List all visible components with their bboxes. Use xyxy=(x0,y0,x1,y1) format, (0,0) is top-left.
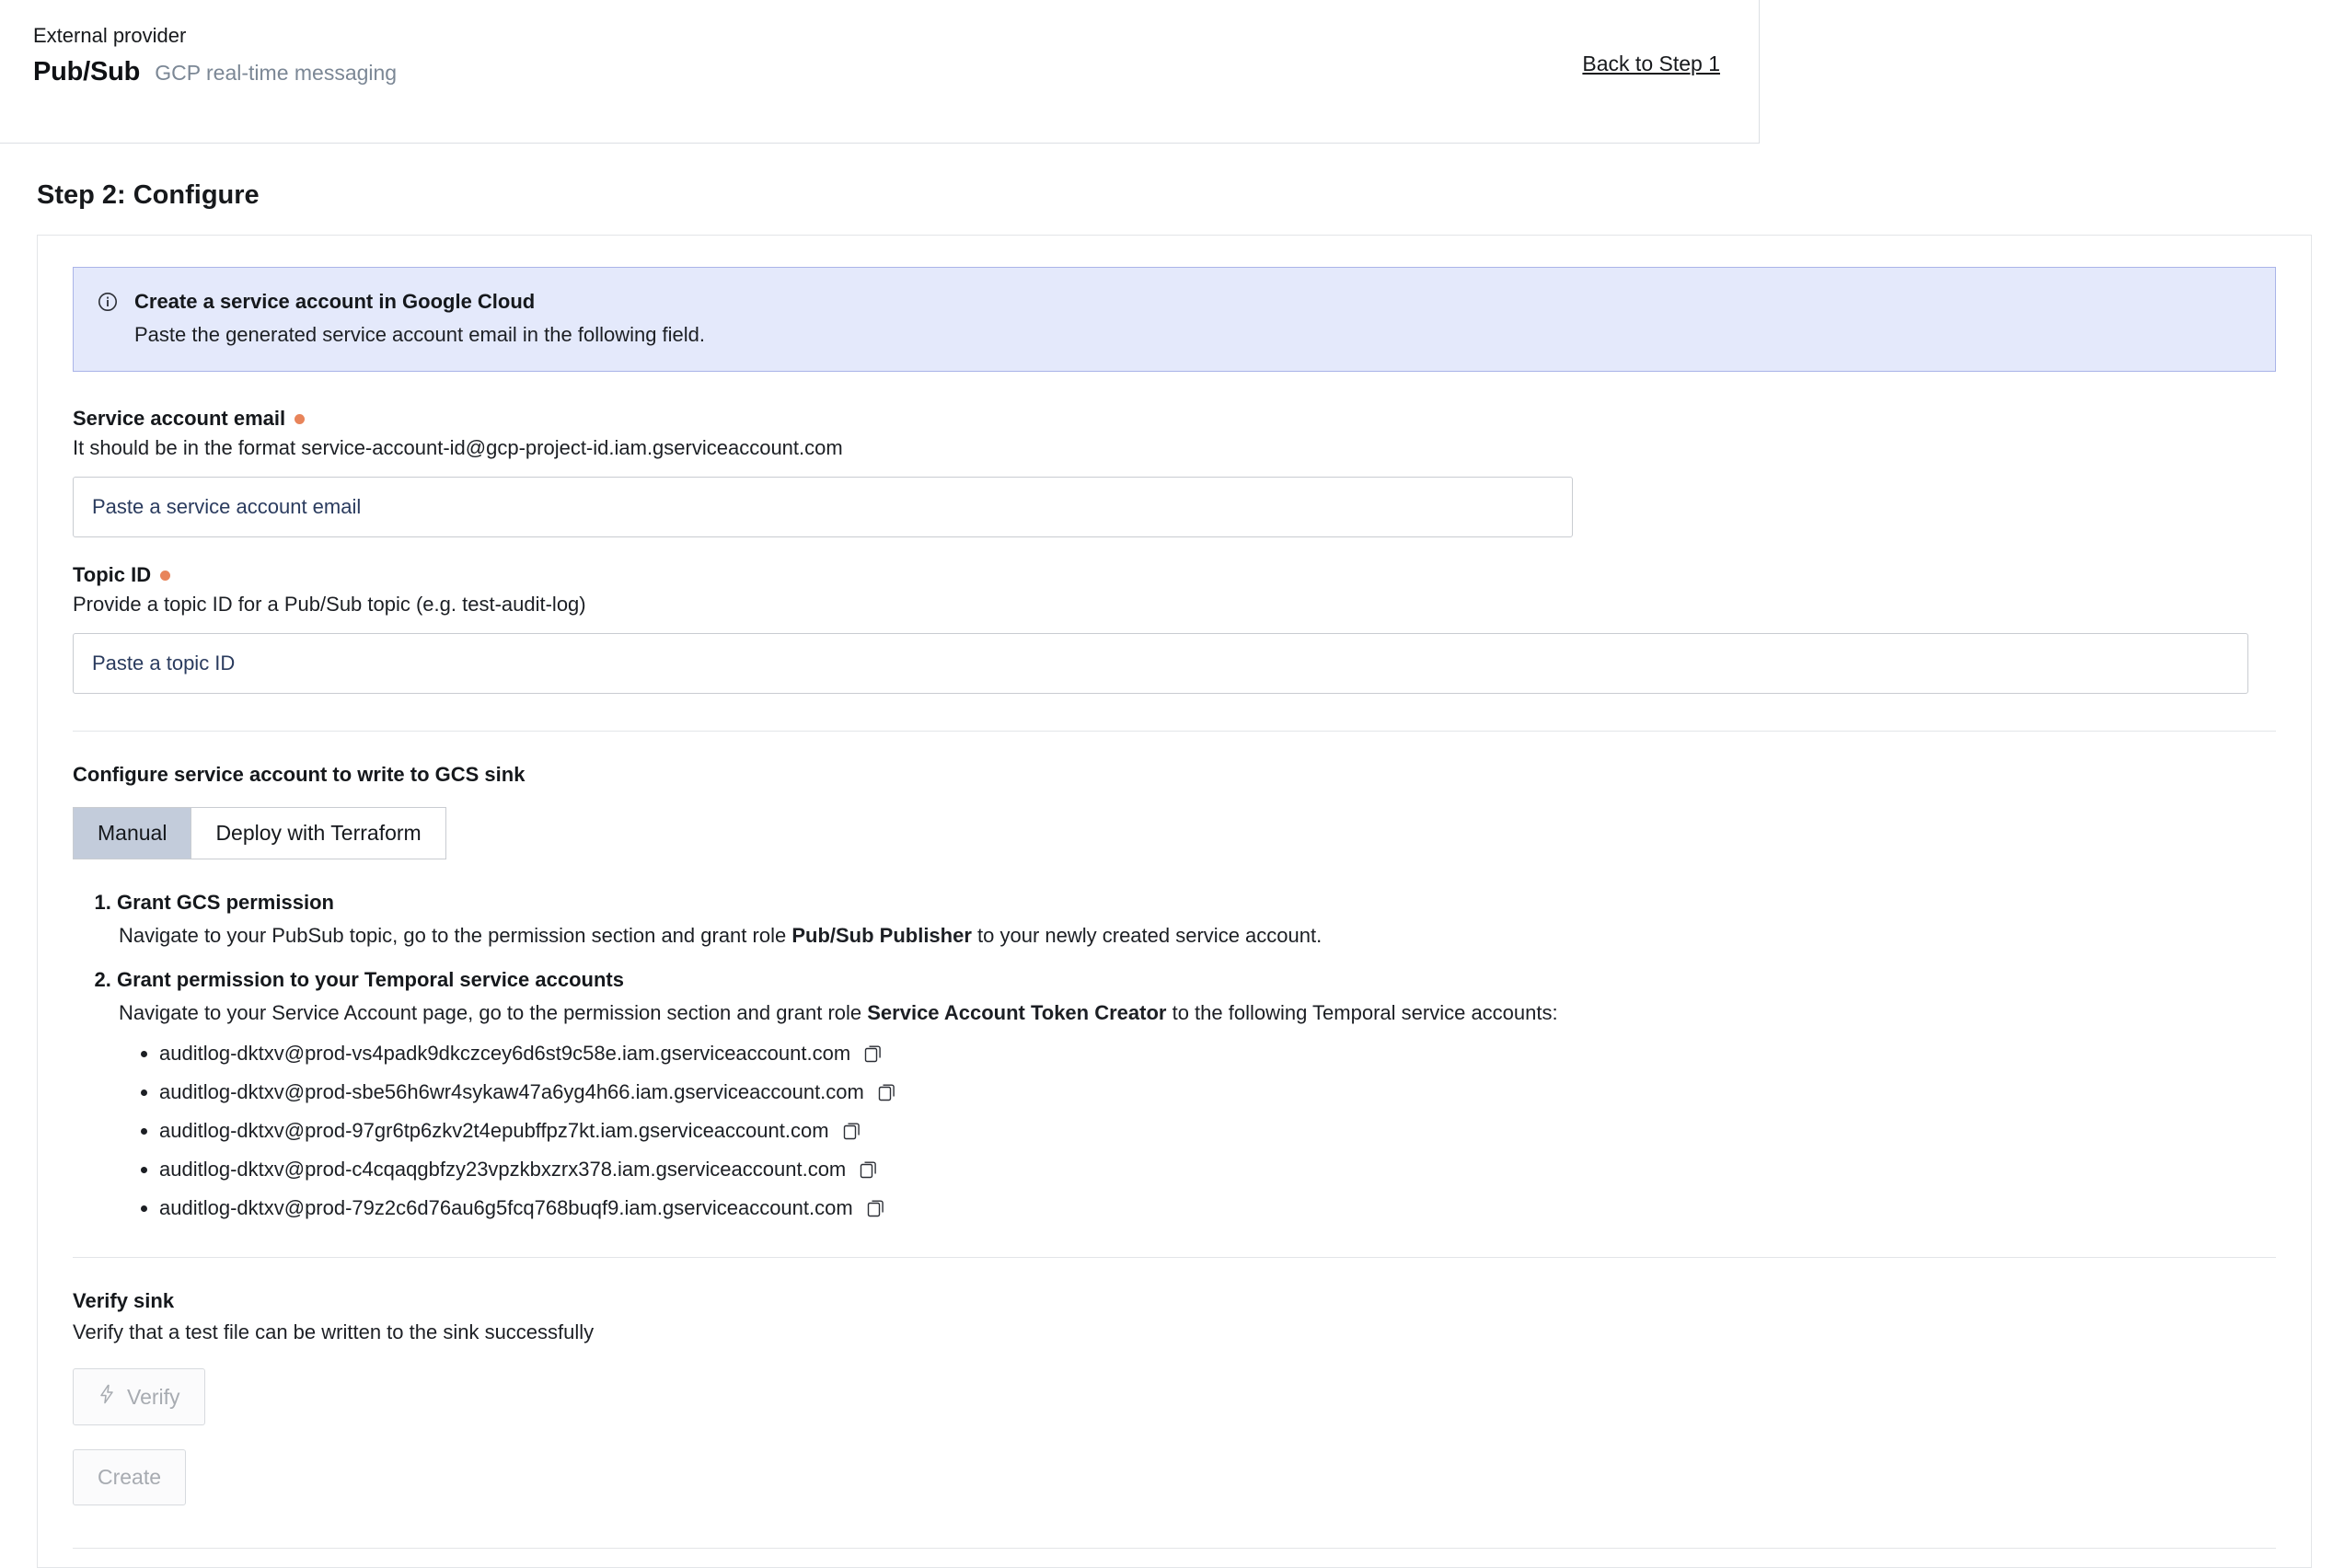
topic-id-label: Topic ID xyxy=(73,563,152,586)
provider-header-card xyxy=(0,0,1760,144)
list-item xyxy=(159,1158,2276,1182)
service-account-value: • auditlog-dktxv@prod-vs4padk9dkczcey6d6st9c58e.iam.gserviceaccount.com xyxy=(159,1042,851,1065)
manual-instructions-list xyxy=(73,891,2276,1220)
service-account-email-hint: It should be in the format service-account-id@gcp-project-id.iam.gserviceaccount.com xyxy=(73,436,843,459)
info-icon xyxy=(98,292,118,317)
list-item xyxy=(159,1080,2276,1104)
provider-title-row xyxy=(33,57,397,87)
provider-subtitle: GCP real-time messaging xyxy=(155,61,398,86)
verify-button[interactable] xyxy=(73,1368,205,1425)
verify-sink-hint: Verify that a test file can be written to the sink successfully xyxy=(73,1320,595,1343)
provider-info xyxy=(33,24,397,87)
configure-panel xyxy=(37,235,2312,1568)
service-account-email-field-block xyxy=(73,407,2276,537)
configure-section-title: Configure service account to write to GCS sink xyxy=(73,763,526,786)
instruction-step-1-role: Pub/Sub Publisher xyxy=(791,924,972,947)
instruction-step-1-body-suffix: to your newly created service account. xyxy=(971,924,1323,947)
info-callout xyxy=(73,267,2276,372)
instruction-step-1-title: Grant GCS permission xyxy=(117,891,334,914)
divider xyxy=(73,731,2276,732)
copy-icon[interactable] xyxy=(863,1043,884,1064)
service-account-value: • auditlog-dktxv@prod-sbe56h6wr4sykaw47a6yg4h66.iam.gserviceaccount.com xyxy=(159,1080,864,1103)
topic-id-hint: Provide a topic ID for a Pub/Sub topic (e.g. test-audit-log) xyxy=(73,593,586,616)
provider-kicker: External provider xyxy=(33,24,187,47)
instruction-step-2 xyxy=(117,968,2276,1220)
page-title: Step 2: Configure xyxy=(37,180,260,210)
required-dot-icon xyxy=(160,571,170,581)
topic-id-field-block xyxy=(73,563,2276,694)
instruction-step-1 xyxy=(117,891,2276,948)
verify-sink-block xyxy=(73,1289,2276,1505)
instruction-step-1-body-prefix: Navigate to your PubSub topic, go to the permission section and grant role xyxy=(119,924,792,947)
service-account-value: • auditlog-dktxv@prod-97gr6tp6zkv2t4epubffpz7kt.iam.gserviceaccount.com xyxy=(159,1119,829,1142)
instruction-step-2-body xyxy=(119,1001,2276,1025)
service-account-email-label: Service account email xyxy=(73,407,286,430)
provider-name: Pub/Sub xyxy=(33,57,141,87)
service-account-email-input[interactable] xyxy=(73,477,1573,537)
copy-icon[interactable] xyxy=(842,1121,862,1141)
verify-sink-label: Verify sink xyxy=(73,1289,175,1312)
instruction-step-2-body-prefix: Navigate to your Service Account page, go to the permission section and grant role xyxy=(119,1001,868,1024)
topic-id-label-row xyxy=(73,563,2276,587)
list-item xyxy=(159,1119,2276,1143)
instruction-step-1-body xyxy=(119,924,2276,948)
copy-icon[interactable] xyxy=(859,1159,879,1180)
list-item xyxy=(159,1196,2276,1220)
deployment-method-tabs xyxy=(73,807,2276,859)
topic-id-input[interactable] xyxy=(73,633,2248,694)
callout-title: Create a service account in Google Cloud xyxy=(134,290,536,313)
divider xyxy=(73,1257,2276,1258)
lightning-icon xyxy=(98,1384,116,1410)
verify-button-label: Verify xyxy=(127,1384,180,1409)
list-item xyxy=(159,1042,2276,1066)
instruction-step-2-title: Grant permission to your Temporal service accounts xyxy=(117,968,624,991)
instruction-step-2-body-suffix: to the following Temporal service accounts: xyxy=(1166,1001,1558,1024)
tab-manual[interactable]: Manual xyxy=(73,807,191,859)
service-account-value: • auditlog-dktxv@prod-c4cqaqgbfzy23vpzkbxzrx378.iam.gserviceaccount.com xyxy=(159,1158,847,1181)
service-account-value: • auditlog-dktxv@prod-79z2c6d76au6g5fcq768buqf9.iam.gserviceaccount.com xyxy=(159,1196,853,1219)
instruction-step-2-role: Service Account Token Creator xyxy=(867,1001,1167,1024)
create-button-label: Create xyxy=(98,1465,162,1489)
temporal-service-accounts-list xyxy=(117,1042,2276,1220)
copy-icon[interactable] xyxy=(866,1198,886,1218)
back-to-step-1-link[interactable]: Back to Step 1 xyxy=(1582,52,1720,75)
callout-body: Paste the generated service account email in the following field. xyxy=(134,323,706,346)
service-account-email-label-row xyxy=(73,407,2276,431)
required-dot-icon xyxy=(295,414,305,424)
tab-deploy-with-terraform[interactable]: Deploy with Terraform xyxy=(191,807,445,859)
copy-icon[interactable] xyxy=(877,1082,897,1102)
create-button[interactable] xyxy=(73,1449,186,1505)
